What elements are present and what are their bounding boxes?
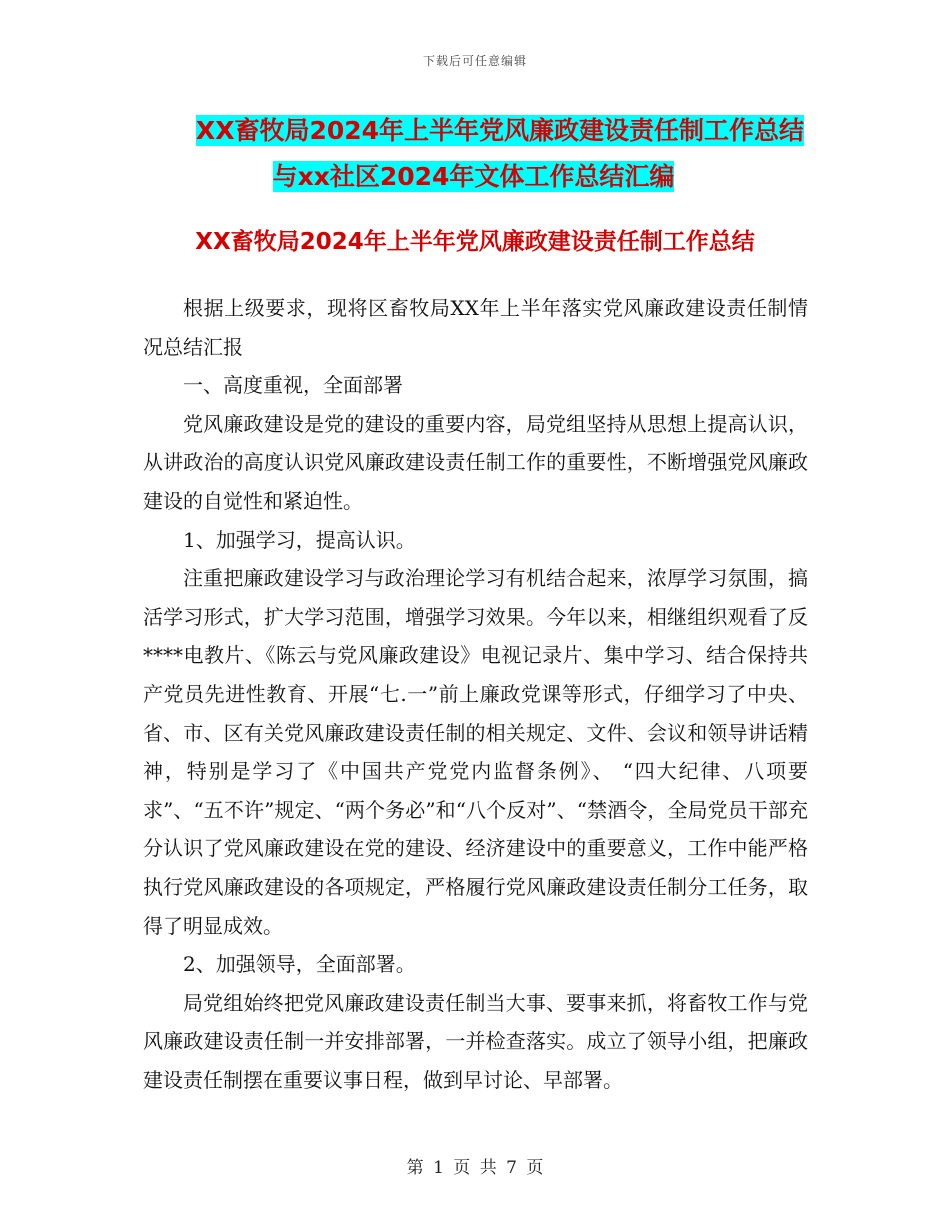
document-title-line-2: 与xx社区2024年文体工作总结汇编 (272, 162, 675, 191)
page-number: 第 1 页 共 7 页 (406, 1158, 544, 1178)
paragraph: 注重把廉政建设学习与政治理论学习有机结合起来，浓厚学习氛围，搞活学习形式，扩大学习范围，增强学习效果。今年以来，相继组织观看了反****电教片、《陈云与党风廉政建设》电视记录片、集中学习、结合保持共产党员先进性教育、开展“七.一”前上廉政党课等形式，仔细学习了中央、省、市、区有关党风廉政建设责任制的相关规定、文件、会议和领导讲话精神，特别是学习了《中国共产党党内监督条例》、 “四大纪律、八项要求”、“五不许”规定、“两个务必”和“八个反对”、“禁酒令，全局党员干部充分认识了党风廉政建设在党的建设、经济建设中的重要意义，工作中能严格执行党风廉政建设的各项规定，严格履行党风廉政建设责任制分工任务，取得了明显成效。 (143, 566, 808, 938)
paragraph-intro: 根据上级要求，现将区畜牧局XX年上半年落实党风廉政建设责任制情况总结汇报 (143, 296, 808, 359)
document-title-line-1: XX畜牧局2024年上半年党风廉政建设责任制工作总结 (195, 116, 805, 145)
paragraph: 局党组始终把党风廉政建设责任制当大事、要事来抓，将畜牧工作与党风廉政建设责任制一并安排部署，一并检查落实。成立了领导小组，把廉政建设责任制摆在重要议事日程，做到早讨论、早部署。 (143, 990, 808, 1092)
section-title: XX畜牧局2024年上半年党风廉政建设责任制工作总结 (195, 229, 755, 255)
heading-part-one: 一、高度重视，全面部署 (183, 373, 403, 398)
document-body (143, 289, 808, 1099)
document-title (0, 108, 950, 200)
subheading-2: 2、加强领导，全面部署。 (183, 952, 416, 977)
subheading-1: 1、加强学习，提高认识。 (183, 527, 416, 552)
paragraph: 党风廉政建设是党的建设的重要内容，局党组坚持从思想上提高认识，从讲政治的高度认识党风廉政建设责任制工作的重要性，不断增强党风廉政建设的自觉性和紧迫性。 (143, 411, 808, 513)
page-header-note: 下载后可任意编辑 (422, 54, 527, 68)
